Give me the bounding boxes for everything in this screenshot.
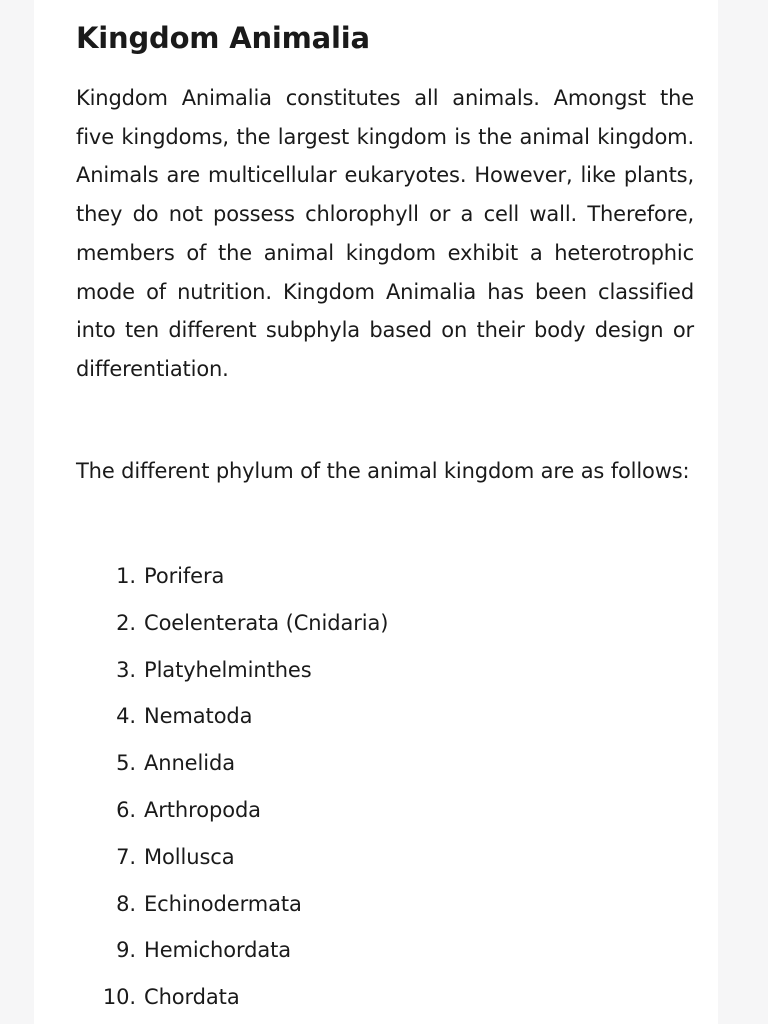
list-item-number: 6. [116, 797, 136, 822]
article-card [34, 0, 718, 1024]
list-item-number: 8. [116, 891, 136, 916]
list-item-number: 9. [116, 938, 136, 963]
list-item-name: Mollusca [144, 844, 235, 869]
list-item-number: 10. [102, 985, 136, 1010]
list-item-name: Annelida [144, 751, 235, 776]
list-item-number: 1. [116, 564, 136, 588]
list-item-name: Arthropoda [144, 797, 261, 822]
list-item-name: Nematoda [144, 704, 253, 729]
page-title: Kingdom Animalia [76, 21, 370, 55]
list-item-number: 3. [116, 657, 136, 682]
list-item-name: Hemichordata [144, 938, 292, 963]
list-item-name: Chordata [144, 985, 240, 1010]
list-item-number: 2. [116, 610, 136, 635]
list-item-number: 4. [116, 704, 136, 729]
list-item-name: Coelenterata (Cnidaria) [144, 610, 389, 635]
list-item-name: Echinodermata [144, 891, 302, 916]
intro-paragraph: Kingdom Animalia constitutes all animals. Amongst the five kingdoms, the largest kingdom is the animal kingdom. Animals are multicellular eukaryotes. However, like plants, they do not possess chlorophyll or a cell wall. Therefore, members of the animal kingdom exhibit a heterotrophic mode of nutrition. Kingdom Animalia has been classified into ten different subphyla based on their body design or differentiation. [76, 86, 694, 381]
list-intro-paragraph: The different phylum of the animal kingdom are as follows: [76, 459, 690, 483]
list-item-number: 7. [116, 844, 136, 869]
list-item-number: 5. [116, 751, 136, 776]
list-item-name: Porifera [144, 564, 225, 588]
list-item-name: Platyhelminthes [144, 657, 312, 682]
